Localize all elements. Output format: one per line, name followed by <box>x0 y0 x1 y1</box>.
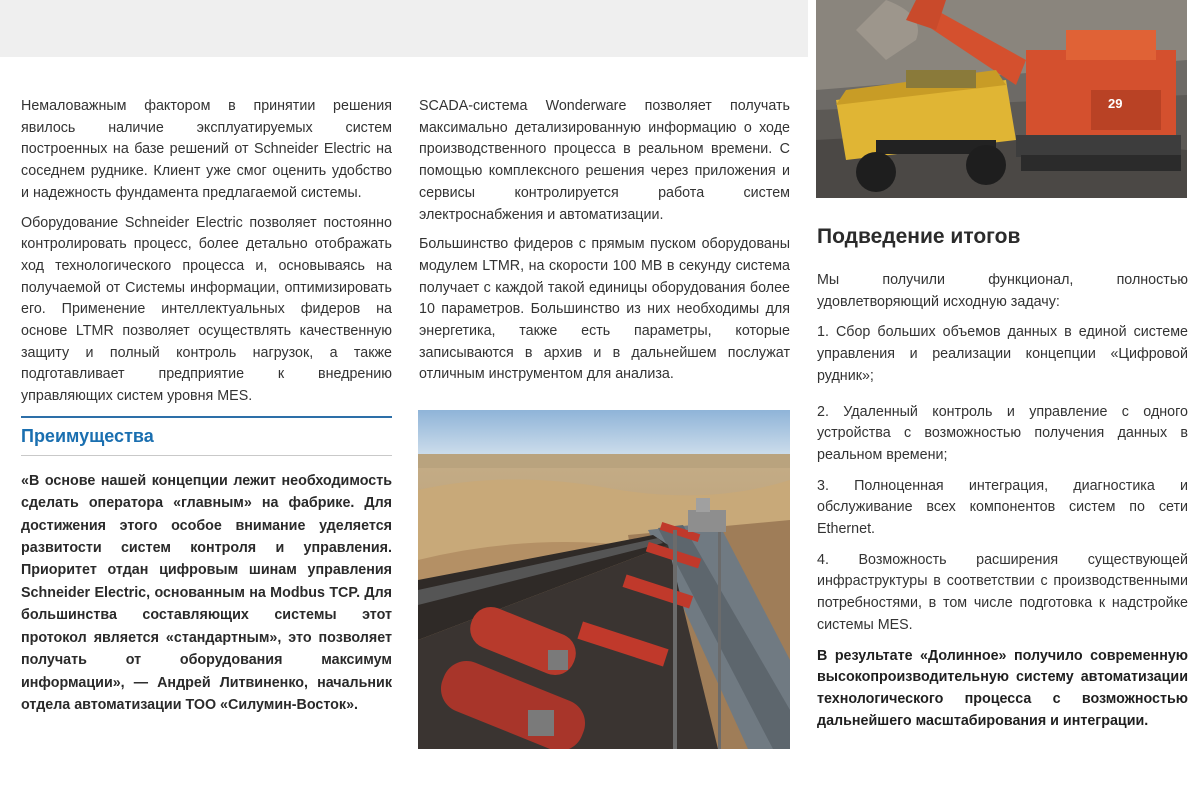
summary-result: В результате «Долинное» получило современную высокопроизводительную систему автоматизации технологического процесса с возможностью дальнейшего масштабирования и интеграции. <box>817 647 1188 729</box>
advantages-quote: «В основе нашей концепции лежит необходимость сделать оператора «главным» на фабрике. Для достижения этого особое внимание уделяется развитости систем контроля и управления. Приоритет отдан цифровым шинам управления Schneider Electric, основанным на Modbus TCP. Для большинства составляющих системы этот протокол является «стандартным», это позволяет получать от оборудования максимум информации», — Андрей Литвиненко, начальник отдела автоматизации ТОО «Силумин-Восток». <box>21 472 392 713</box>
summary-intro: Мы получили функционал, полностью удовлетворяющий исходную задачу: <box>817 272 1188 310</box>
advantages-heading: Преимущества <box>21 416 392 456</box>
conveyor-photo <box>418 410 790 749</box>
summary-item-2: 2. Удаленный контроль и управление с одного устройства с возможностью получения данных в реальном времени; <box>817 403 1188 463</box>
left-paragraph-2: Оборудование Schneider Electric позволяет постоянно контролировать процесс, более детально отображать ход технологического процесса и, основываясь на получаемой от Системы информации, оптимизировать его. Применение интеллектуальных фидеров на основе LTMR позволяет осуществлять качественную защиту и полный контроль нагрузок, а также подготавливает предприятие к внедрению управляющих систем уровня MES. <box>21 214 392 405</box>
summary-item-1: 1. Сбор больших объемов данных в единой системе управления и реализации концепции «Цифровой рудник»; <box>817 324 1188 384</box>
mining-photo <box>816 0 1187 198</box>
summary-item-3: 3. Полноценная интеграция, диагностика и обслуживание всех компонентов систем по сети Ethernet. <box>817 477 1188 538</box>
middle-column <box>419 96 790 394</box>
summary-heading: Подведение итогов <box>817 225 1021 248</box>
right-column <box>817 270 1188 741</box>
middle-paragraph-2: Большинство фидеров с прямым пуском оборудованы модулем LTMR, на скорости 100 МВ в секунду система получает с каждой такой единицы оборудования более 10 параметров. Большинство из них необходимы для энергетика, также есть параметры, которые записываются в архив и в дальнейшем послужат отличным инструментом для анализа. <box>419 236 790 383</box>
conveyor-photo-icon <box>418 410 790 749</box>
middle-paragraph-1: SCADA-система Wonderware позволяет получать максимально детализированную информацию о ходе производственного процесса в реальном времени. С помощью комплексного решения через приложения и сервисы контролируется работа систем электроснабжения и автоматизации. <box>419 98 790 223</box>
left-column <box>21 96 392 724</box>
top-gray-bar <box>0 0 808 57</box>
truck-number-label: 29 <box>1108 96 1123 111</box>
mining-excavator-photo-icon <box>816 0 1187 198</box>
left-paragraph-1: Немаловажным фактором в принятии решения явилось наличие эксплуатируемых систем построенных на базе решений от Schneider Electric на соседнем руднике. Клиент уже смог оценить удобство и надежность фундамента предлагаемой системы. <box>21 98 392 201</box>
summary-item-4: 4. Возможность расширения существующей инфраструктуры в соответствии с производственными потребностями, в том числе подготовка к надстройке системы MES. <box>817 551 1188 633</box>
